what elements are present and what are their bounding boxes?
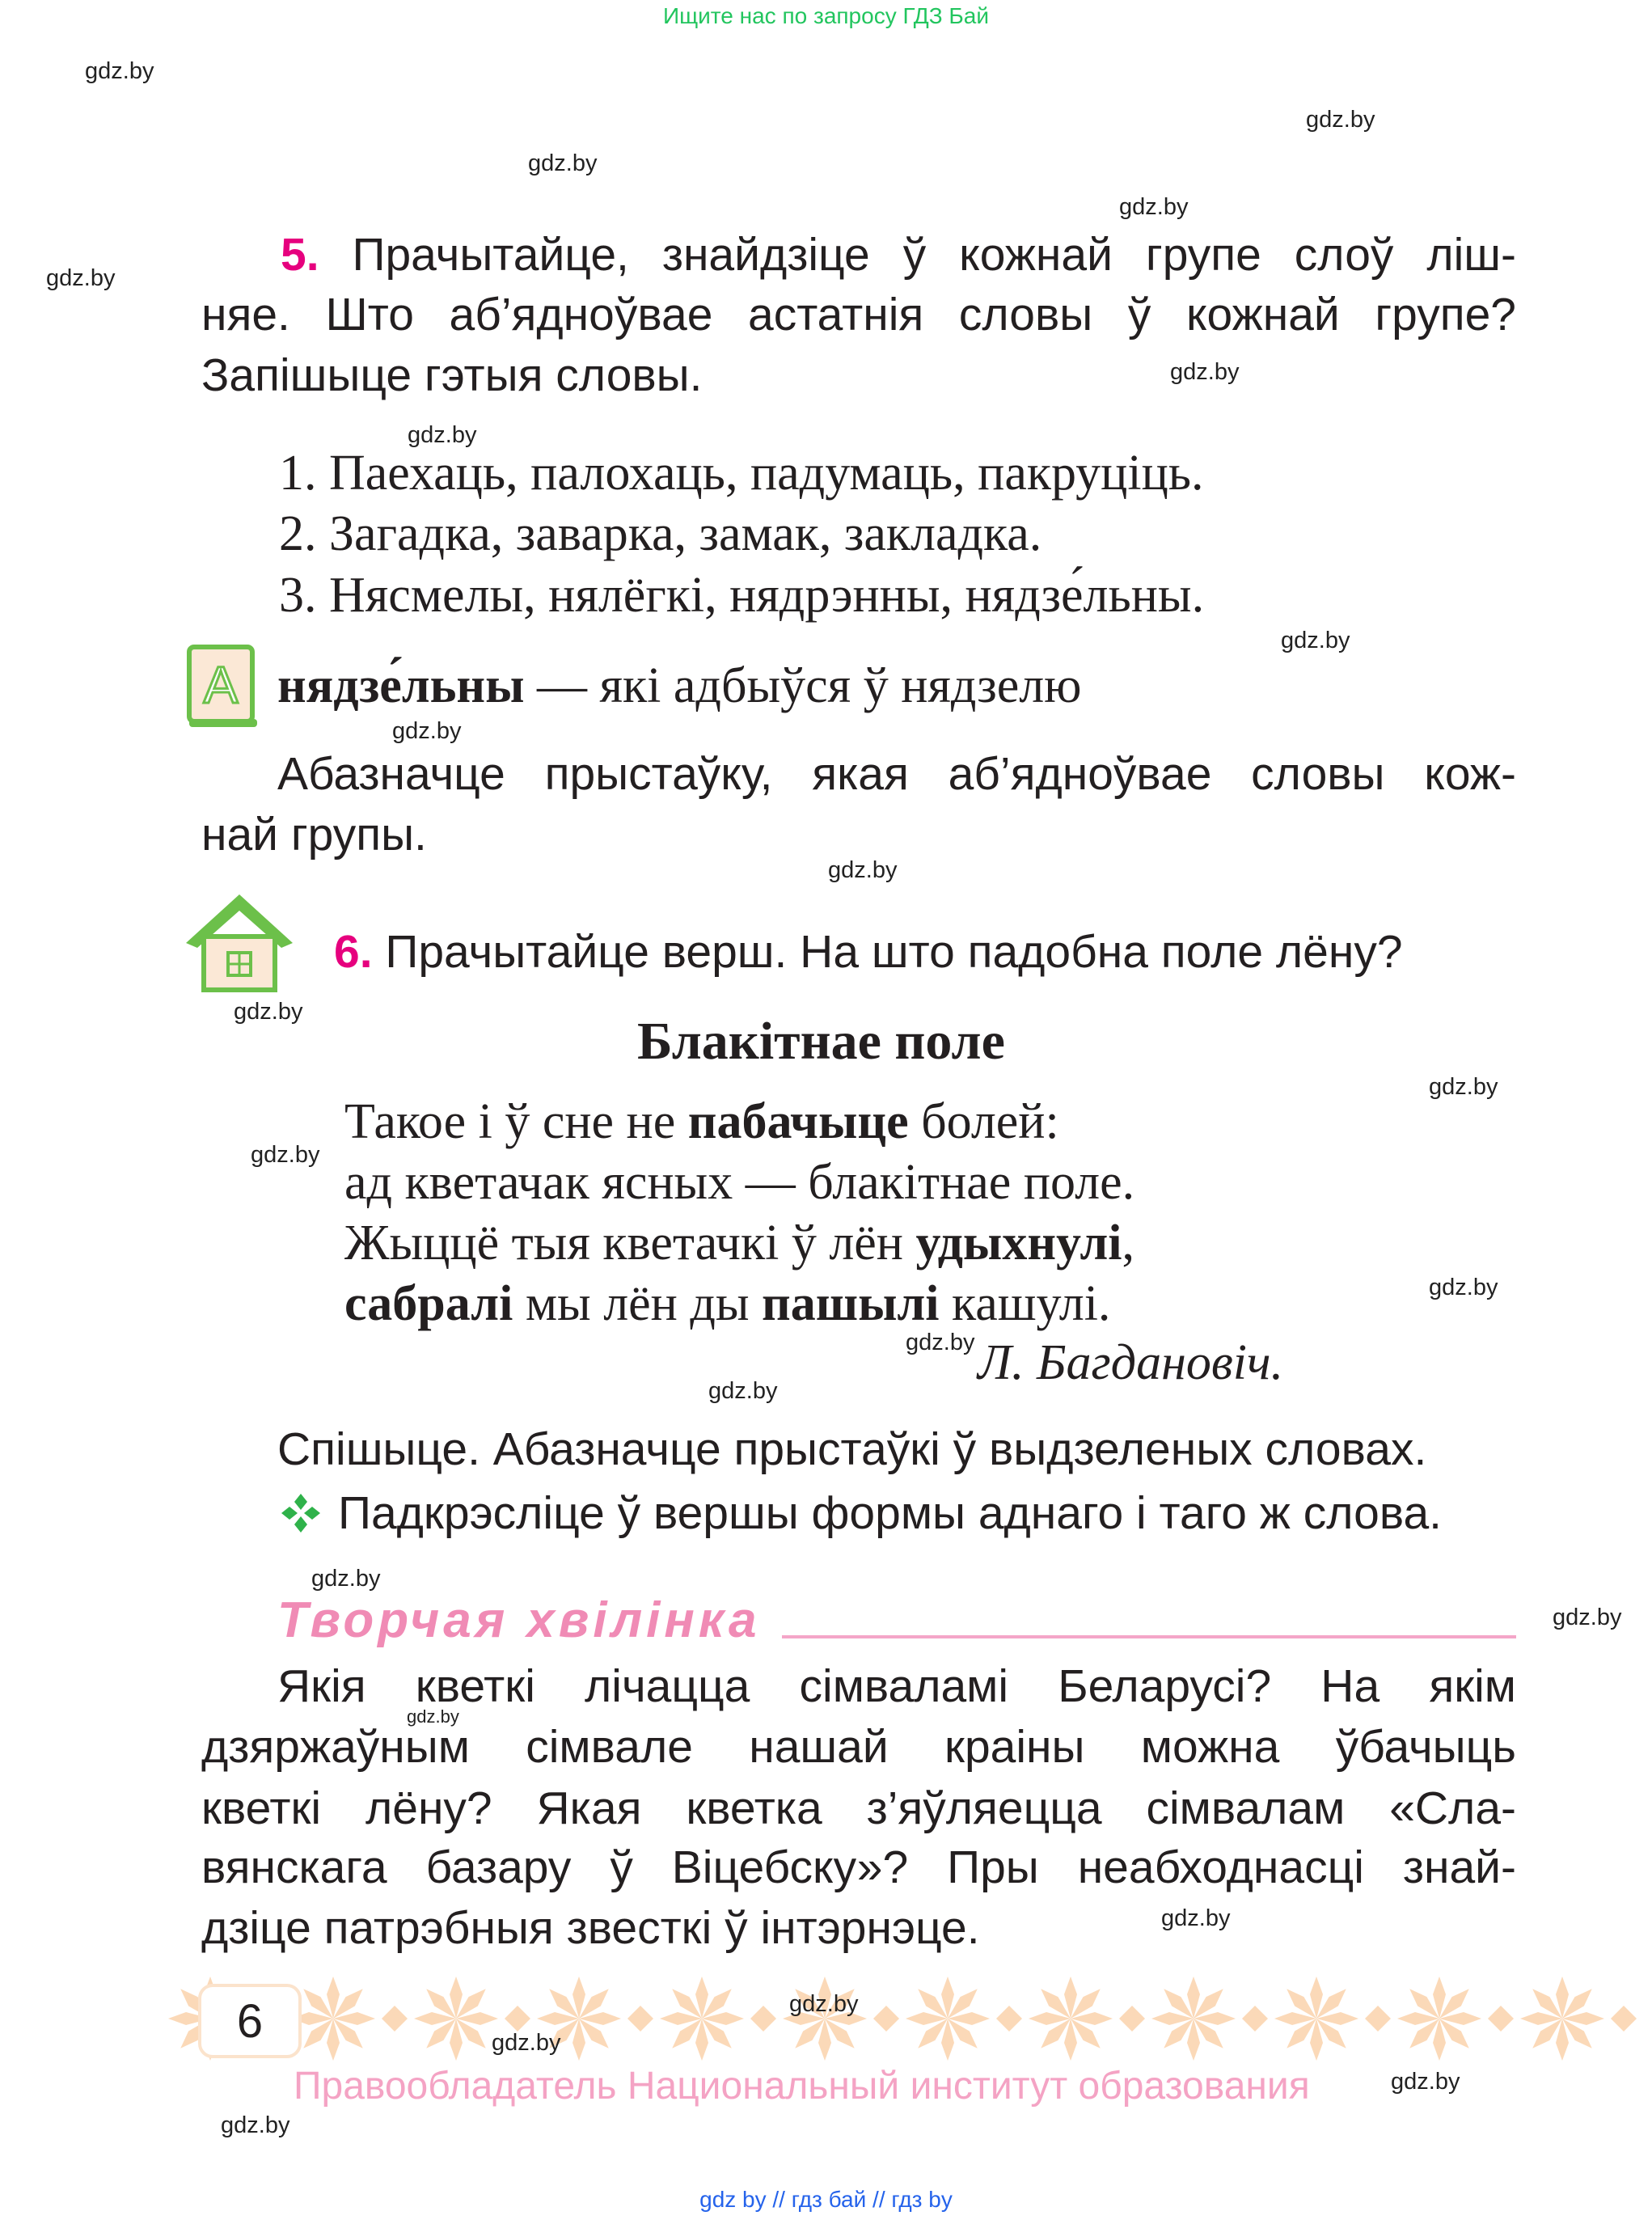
ornament-diamond-icon <box>382 2006 408 2032</box>
ornament-diamond-icon <box>996 2006 1022 2032</box>
watermark: gdz.by <box>234 999 303 1025</box>
watermark: gdz.by <box>789 1991 859 2017</box>
poem-line-3: Жыццё тыя кветачкі ў лён удыхнулі, <box>344 1216 1135 1271</box>
ornament-star-icon <box>660 1977 744 2061</box>
page-number: 6 <box>198 1984 302 2058</box>
task6-line <box>334 922 1403 983</box>
instruction-1: Спішыце. Абазначце прыстаўкі ў выдзеленых словах. <box>277 1423 1427 1475</box>
dictionary-book-icon <box>187 645 258 730</box>
creative-line-1: Якія кветкі лічацца сімваламі Беларусі? На якім <box>277 1660 1516 1712</box>
creative-line-2: дзяржаўным сімвале нашай краіны можна ўбачыць <box>201 1721 1516 1773</box>
ornament-star-icon <box>1520 1977 1604 2061</box>
ornament-diamond-icon <box>1488 2006 1514 2032</box>
svg-text:А: А <box>203 656 239 714</box>
creative-line-3: кветкі лёну? Якая кветка з’яўляецца сімвалам «Сла- <box>201 1782 1516 1834</box>
watermark: gdz.by <box>392 718 462 744</box>
ornament-diamond-icon <box>1365 2006 1391 2032</box>
poem-line-2: ад кветачак ясных — блакітнае поле. <box>344 1155 1135 1210</box>
watermark: gdz.by <box>85 58 154 84</box>
ornament-diamond-icon <box>1119 2006 1145 2032</box>
ornament-star-icon <box>414 1977 498 2061</box>
watermark: gdz.by <box>1391 2069 1460 2095</box>
watermark: gdz.by <box>1119 194 1189 220</box>
instruction-2: Падкрэсліце ў вершы формы аднаго і таго ж слова. <box>338 1487 1443 1539</box>
ornament-diamond-icon <box>1611 2006 1637 2032</box>
ornament-diamond-icon <box>873 2006 899 2032</box>
word-group-1: 1. Паехаць, палохаць, падумаць, пакруціць. <box>279 446 1204 501</box>
ornament-star-icon <box>906 1977 990 2061</box>
ornament-star-icon <box>291 1977 375 2061</box>
watermark: gdz.by <box>1161 1905 1231 1931</box>
diamond-bullet-icon <box>280 1492 322 1534</box>
watermark: gdz.by <box>46 265 116 291</box>
dictionary-entry <box>277 656 1081 717</box>
creative-line-5: дзіце патрэбныя звесткі ў інтэрнэце. <box>201 1902 980 1954</box>
watermark: gdz.by <box>1553 1605 1622 1630</box>
watermark: gdz.by <box>906 1330 975 1355</box>
creative-line-4: вянскага базару ў Віцебску»? Пры неабходнасці знай- <box>201 1841 1516 1893</box>
watermark: gdz.by <box>407 1706 459 1727</box>
copyright-note: Правообладатель Национальный институт образования <box>294 2065 1310 2108</box>
watermark: gdz.by <box>1170 359 1240 385</box>
poem-line-1: Такое і ў сне не пабачыце болей: <box>344 1094 1059 1149</box>
dictionary-definition: — які адбыўся ў нядзелю <box>524 658 1082 713</box>
task6-number: 6. <box>334 926 373 978</box>
ornament-diamond-icon <box>627 2006 653 2032</box>
ornament-star-icon <box>783 1977 867 2061</box>
search-banner[interactable]: Ищите нас по запросу ГДЗ Бай <box>662 3 990 28</box>
ornament-diamond-icon <box>505 2006 530 2032</box>
watermark: gdz.by <box>1429 1074 1498 1100</box>
home-task-icon <box>183 890 296 995</box>
watermark: gdz.by <box>1281 628 1350 653</box>
watermark: gdz.by <box>251 1142 320 1168</box>
ornament-diamond-icon <box>750 2006 776 2032</box>
creative-title: Творчая хвілінка <box>277 1592 761 1648</box>
poem-author: Л. Багдановіч. <box>978 1335 1284 1390</box>
ornament-star-icon <box>1151 1977 1236 2061</box>
task5-line-3: Запішыце гэтыя словы. <box>201 349 703 401</box>
task5-line-1 <box>201 225 1516 285</box>
task5-line-2: няе. Што аб’ядноўвае астатнія словы ў кожнай групе? <box>201 289 1516 340</box>
watermark: gdz.by <box>221 2112 290 2138</box>
task5-number: 5. <box>281 229 319 281</box>
ornament-diamond-icon <box>1242 2006 1268 2032</box>
watermark: gdz.by <box>1306 107 1375 133</box>
watermark: gdz.by <box>708 1378 778 1404</box>
ornament-star-icon <box>1029 1977 1113 2061</box>
footer-links[interactable]: gdz by // гдз бай // гдз by <box>699 2187 953 2212</box>
dictionary-word: нядзе́льны <box>277 658 525 713</box>
task6-text: Прачытайце верш. На што падобна поле лёну? <box>385 926 1403 978</box>
ornament-band <box>154 1973 1652 2064</box>
poem-title: Блакітнае поле <box>637 1012 1005 1071</box>
watermark: gdz.by <box>492 2030 561 2056</box>
watermark: gdz.by <box>311 1566 381 1592</box>
word-group-3: 3. Нясмелы, нялёгкі, нядрэнны, нядзе́льны. <box>279 568 1205 623</box>
poem-line-4: сабралі мы лён ды пашылі кашулі. <box>344 1276 1111 1331</box>
task5-followup-1: Абазначце прыстаўку, якая аб’ядноўвае словы кож- <box>277 748 1516 800</box>
creative-title-rule <box>782 1635 1516 1638</box>
ornament-star-icon <box>1274 1977 1358 2061</box>
watermark: gdz.by <box>528 150 598 176</box>
ornament-star-icon <box>1397 1977 1481 2061</box>
task5-text: Прачытайце, знайдзіце ў кожнай групе слоў ліш- <box>352 229 1516 281</box>
watermark: gdz.by <box>408 422 477 448</box>
watermark: gdz.by <box>1429 1275 1498 1300</box>
watermark: gdz.by <box>828 857 898 883</box>
task5-followup-2: най групы. <box>201 809 427 860</box>
word-group-2: 2. Загадка, заварка, замак, закладка. <box>279 506 1042 561</box>
